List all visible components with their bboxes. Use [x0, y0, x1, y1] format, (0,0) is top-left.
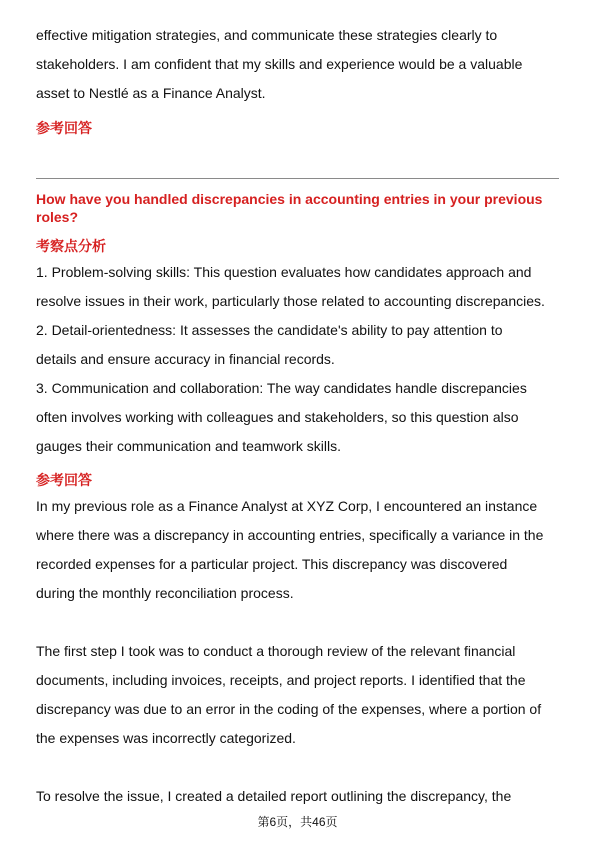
analysis-line: details and ensure accuracy in financial records.	[36, 351, 335, 367]
reference-answer-label: 参考回答	[36, 472, 92, 488]
section-divider	[36, 178, 559, 179]
analysis-label: 考察点分析	[36, 238, 106, 254]
analysis-line: 1. Problem-solving skills: This question evaluates how candidates approach and	[36, 264, 532, 280]
intro-line: effective mitigation strategies, and communicate these strategies clearly to	[36, 27, 498, 43]
answer-line: where there was a discrepancy in accounting entries, specifically a variance in the	[36, 527, 544, 543]
answer-line: the expenses was incorrectly categorized.	[36, 730, 296, 746]
answer-line: discrepancy was due to an error in the coding of the expenses, where a portion of	[36, 701, 542, 717]
intro-line: asset to Nestlé as a Finance Analyst.	[36, 85, 266, 101]
question-heading-line: How have you handled discrepancies in accounting entries in your previous	[36, 191, 543, 207]
analysis-line: 3. Communication and collaboration: The way candidates handle discrepancies	[36, 380, 527, 396]
answer-line: In my previous role as a Finance Analyst at XYZ Corp, I encountered an instance	[36, 498, 538, 514]
answer-line: recorded expenses for a particular project. This discrepancy was discovered	[36, 556, 508, 572]
analysis-line: resolve issues in their work, particularly those related to accounting discrepancies.	[36, 293, 545, 309]
answer-line: The first step I took was to conduct a thorough review of the relevant financial	[36, 643, 516, 659]
analysis-line: gauges their communication and teamwork skills.	[36, 438, 342, 454]
answer-line: during the monthly reconciliation process.	[36, 585, 294, 601]
answer-line: documents, including invoices, receipts, and project reports. I identified that the	[36, 672, 526, 688]
analysis-line: 2. Detail-orientedness: It assesses the candidate's ability to pay attention to	[36, 322, 503, 338]
reference-answer-label: 参考回答	[36, 120, 92, 136]
answer-line: To resolve the issue, I created a detailed report outlining the discrepancy, the	[36, 788, 512, 804]
page-footer: 第6页，共46页	[257, 815, 338, 829]
analysis-line: often involves working with colleagues and stakeholders, so this question also	[36, 409, 519, 425]
intro-line: stakeholders. I am confident that my skills and experience would be a valuable	[36, 56, 523, 72]
question-heading-line: roles?	[36, 209, 79, 225]
